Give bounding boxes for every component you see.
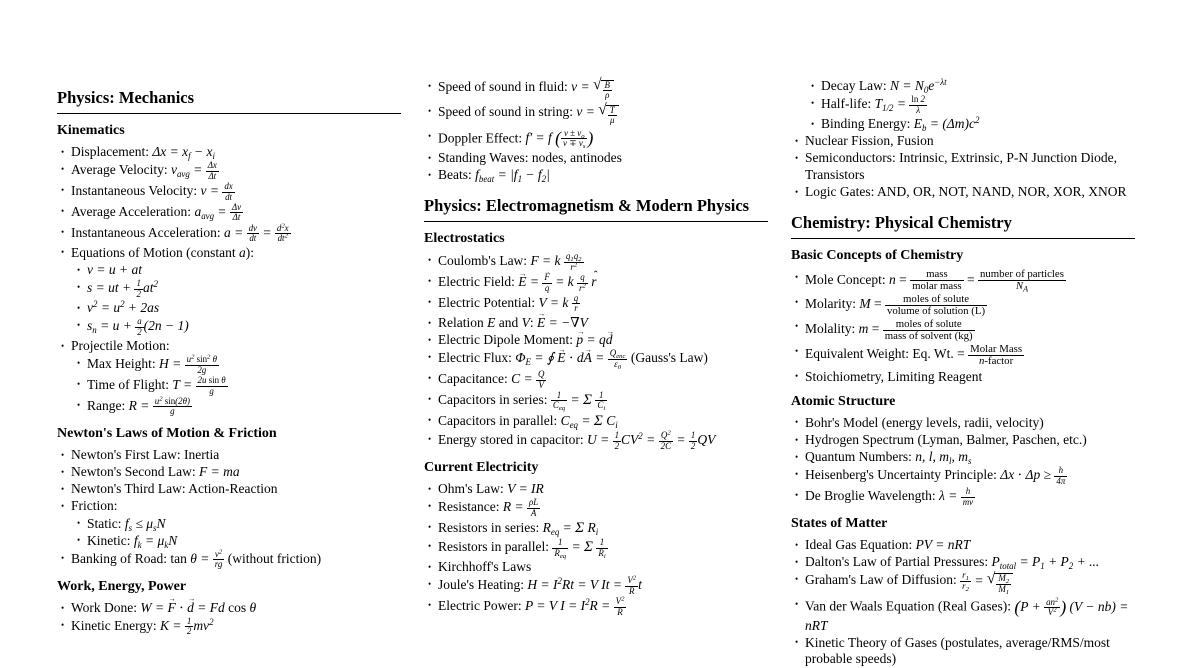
formula-item xyxy=(57,516,401,532)
formula-text: Newton's First Law: Inertia xyxy=(71,446,220,462)
formula-text: Average Velocity: $v_{avg}$ = $\frac{\Delta x}{\Delta t}$ xyxy=(71,160,217,181)
formula-text: Molarity: M = moles of solute volume of solution (L) xyxy=(805,292,986,318)
formula-item xyxy=(424,391,768,411)
formula-text: Capacitance: C = $\frac{Q}{V}$ xyxy=(438,369,545,390)
formula-item xyxy=(57,262,401,278)
bullet-icon: • xyxy=(795,153,799,164)
bullet-icon: • xyxy=(795,468,799,479)
bullet-icon: • xyxy=(811,97,815,108)
bullet-icon: • xyxy=(77,378,81,389)
bullet-icon: • xyxy=(428,433,432,444)
formula-text: Mole Concept: n = mass molar mass = number of particles $N_A$ xyxy=(805,268,1064,295)
formula-text: Electric Power: P = V $I = I^2R$ = $\frac{V^2}{R}$ xyxy=(438,595,625,617)
bullet-icon: • xyxy=(428,317,432,328)
formula-item xyxy=(424,498,768,518)
bullet-icon: • xyxy=(811,118,815,129)
bullet-icon: • xyxy=(795,135,799,146)
column-2 xyxy=(424,0,768,668)
bullet-icon: • xyxy=(795,417,799,428)
subsection-heading: States of Matter xyxy=(791,516,888,531)
bullet-icon: • xyxy=(795,489,799,500)
formula-item xyxy=(791,415,1135,431)
formula-text: Speed of sound in string: v = √ $\frac{T}{\mu}$ xyxy=(438,104,619,119)
subsection-heading: Basic Concepts of Chemistry xyxy=(791,248,964,263)
formula-item xyxy=(791,95,1135,115)
bullet-icon: • xyxy=(77,357,81,368)
formula-item xyxy=(791,432,1135,448)
bullet-icon: • xyxy=(77,535,81,546)
formula-item xyxy=(57,317,401,337)
formula-text: Half-life: $T_{1/2}$ = $\frac{\ln 2}{\lambda}$ xyxy=(821,94,926,115)
bullet-icon: • xyxy=(428,275,432,286)
bullet-icon: • xyxy=(61,247,65,258)
formula-item xyxy=(57,338,401,354)
formula-text: s = ut + $\frac{1}{2}$ $at^2$ xyxy=(87,278,158,299)
bullet-icon: • xyxy=(61,501,65,512)
formula-item xyxy=(424,519,768,537)
subsection-heading: Kinematics xyxy=(57,123,125,138)
formula-text: Work Done: W = F → ⋅ d → = Fd cos θ xyxy=(71,600,256,615)
formula-text: Capacitors in series: 1 $C_{eq}$ = Σ $\frac{1}{C_i}$ xyxy=(438,390,606,413)
formula-item xyxy=(57,617,401,637)
formula-item xyxy=(791,466,1135,486)
section-title: Physics: Mechanics xyxy=(57,88,401,114)
formula-text: Bohr's Model (energy levels, radii, velocity) xyxy=(805,414,1044,430)
bullet-icon: • xyxy=(795,599,799,610)
formula-text: Kinetic: $f_k = \mu_kN$ xyxy=(87,532,178,550)
formula-item xyxy=(424,128,768,149)
bullet-icon: • xyxy=(77,264,81,275)
bullet-icon: • xyxy=(61,619,65,630)
bullet-icon: • xyxy=(61,552,65,563)
formula-item xyxy=(57,498,401,514)
bullet-icon: • xyxy=(428,393,432,404)
formula-text: Beats: $f_{beat} = |f_1 - f_2|$ xyxy=(438,167,550,184)
bullet-icon: • xyxy=(795,271,799,282)
bullet-icon: • xyxy=(61,205,65,216)
formula-item xyxy=(57,397,401,417)
formula-list xyxy=(791,415,1135,507)
formula-text: Newton's Third Law: Action-Reaction xyxy=(71,481,278,497)
section-title: Chemistry: Physical Chemistry xyxy=(791,213,1135,239)
bullet-icon: • xyxy=(795,556,799,567)
formula-text: Standing Waves: nodes, antinodes xyxy=(438,149,622,165)
formula-item xyxy=(57,203,401,223)
formula-text: Logic Gates: AND, OR, NOT, NAND, NOR, XOR, XNOR xyxy=(805,183,1127,199)
bullet-icon: • xyxy=(61,226,65,237)
bullet-icon: • xyxy=(795,637,799,648)
formula-item xyxy=(791,487,1135,507)
formula-item xyxy=(791,150,1135,182)
formula-item xyxy=(57,279,401,299)
bullet-icon: • xyxy=(61,449,65,460)
formula-list xyxy=(57,447,401,570)
formula-text: Time of Flight: T = $\frac{\text{2u sin θ}}{g}$ xyxy=(87,375,226,396)
formula-text: Ohm's Law: V = IR xyxy=(438,480,544,496)
formula-item xyxy=(424,431,768,451)
bullet-icon: • xyxy=(61,146,65,157)
formula-item xyxy=(791,537,1135,553)
bullet-icon: • xyxy=(428,521,432,532)
formula-item xyxy=(424,559,768,575)
formula-item xyxy=(57,300,401,316)
formula-text: Resistors in series: $R_{eq} = \Sigma$ $R_i$ xyxy=(438,520,599,537)
bullet-icon: • xyxy=(428,540,432,551)
formula-text: Max Height: H = $\frac{u^2 \sin^2 \theta}{2g}$ xyxy=(87,353,217,375)
formula-item xyxy=(424,150,768,166)
formula-text: Graham's Law of Diffusion: $\frac{r_1}{r_2}$ = √ $\frac{M_2}{M_1}$ xyxy=(805,573,1013,588)
subsection-heading: Electrostatics xyxy=(424,231,505,247)
formula-text: Dalton's Law of Partial Pressures: $P_{total} = P_1 + P_2$ + ... xyxy=(805,554,1100,572)
bullet-icon: • xyxy=(428,414,432,425)
formula-item xyxy=(791,554,1135,570)
bullet-icon: • xyxy=(795,539,799,550)
formula-text: Resistance: R = $\frac{\rho L}{A}$ xyxy=(438,497,539,518)
bullet-icon: • xyxy=(795,451,799,462)
formula-list xyxy=(424,252,768,451)
formula-text: Instantaneous Velocity: v = $\frac{dx}{dt}$ xyxy=(71,181,233,202)
formula-item xyxy=(424,332,768,348)
bullet-icon: • xyxy=(61,602,65,613)
formula-text: Binding Energy: $E_b = (\Delta m)c^2$ xyxy=(821,115,980,133)
formula-item xyxy=(791,596,1135,633)
formula-text: Kirchhoff's Laws xyxy=(438,559,532,575)
formula-text: Banking of Road: tan θ = $\frac{v^2}{rg}$ (without friction) xyxy=(71,548,322,570)
bullet-icon: • xyxy=(795,321,799,332)
formula-text: Decay Law: $N = N_0e^{-\lambda t}$ xyxy=(821,77,947,95)
formula-text: Electric Flux: $\Phi_E$ = ∮ E → ⋅ dA → = $Q_{enc}$ $\varepsilon_0$ (Gauss's Law) xyxy=(438,350,708,365)
formula-text: Equations of Motion (constant a): xyxy=(71,244,254,260)
bullet-icon: • xyxy=(61,340,65,351)
bullet-icon: • xyxy=(77,518,81,529)
formula-text: Joule's Heating: $H = I^2Rt = V$ It = $\frac{V^2}{R}$ t xyxy=(438,574,642,596)
formula-list xyxy=(424,481,768,617)
formula-item xyxy=(791,344,1135,368)
formula-text: Nuclear Fission, Fusion xyxy=(805,133,934,149)
formula-text: Electric Dipole Moment: p → = qd → xyxy=(438,332,612,347)
formula-item xyxy=(791,133,1135,149)
formula-item xyxy=(791,116,1135,132)
subsection-heading: Atomic Structure xyxy=(791,393,896,409)
formula-item xyxy=(424,481,768,497)
formula-text: Average Acceleration: $a_{avg}$ = $\frac{\Delta v}{\Delta t}$ xyxy=(71,201,242,223)
formula-item xyxy=(424,597,768,617)
bullet-icon: • xyxy=(795,371,799,382)
bullet-icon: • xyxy=(61,184,65,195)
formula-text: Displacement: $\Delta x = x_f - x_i$ xyxy=(71,144,215,161)
bullet-icon: • xyxy=(428,351,432,362)
formula-text: Kinetic Energy: K = $\frac{1}{2}$ $mv^2$ xyxy=(71,616,214,637)
bullet-icon: • xyxy=(428,483,432,494)
bullet-icon: • xyxy=(795,434,799,445)
formula-item xyxy=(57,533,401,549)
formula-text: Relation E and V: E → = −∇V xyxy=(438,315,588,330)
formula-text: Coulomb's Law: F = k $\frac{q_1q_2}{r^2}$ xyxy=(438,251,582,272)
formula-text: Kinetic Theory of Gases (postulates, average/RMS/most probable speeds) xyxy=(805,634,1110,666)
bullet-icon: • xyxy=(795,296,799,307)
formula-item xyxy=(57,376,401,396)
bullet-icon: • xyxy=(428,334,432,345)
subsection-heading: Newton's Laws of Motion & Friction xyxy=(57,425,277,441)
bullet-icon: • xyxy=(77,399,81,410)
bullet-icon: • xyxy=(428,130,432,141)
bullet-icon: • xyxy=(428,372,432,383)
formula-item xyxy=(424,315,768,331)
formula-list xyxy=(57,600,401,637)
formula-item xyxy=(57,464,401,480)
bullet-icon: • xyxy=(61,466,65,477)
formula-text: Stoichiometry, Limiting Reagent xyxy=(805,368,983,384)
formula-text: Heisenberg's Uncertainty Principle: Δx ⋅ Δp ≥ $\frac{h}{4\pi}$ xyxy=(805,465,1066,486)
bullet-icon: • xyxy=(795,574,799,585)
bullet-icon: • xyxy=(428,105,432,116)
formula-list xyxy=(57,144,401,417)
formula-text: $s_n = u$ + $\frac{a}{2}$ (2n − 1) xyxy=(87,316,189,337)
formula-text: Energy stored in capacitor: U = $\frac{1}{2}$ $CV^2$ = $\frac{Q^2}{2C}$ = $\frac{1}{2}$ QV xyxy=(438,429,716,451)
bullet-icon: • xyxy=(428,500,432,511)
bullet-icon: • xyxy=(77,281,81,292)
formula-text: Static: $f_s \le \mu_sN$ xyxy=(87,515,166,533)
formula-text: Newton's Second Law: F = ma xyxy=(71,464,240,479)
bullet-icon: • xyxy=(428,599,432,610)
formula-item xyxy=(57,161,401,181)
formula-item xyxy=(57,245,401,261)
formula-item xyxy=(424,252,768,272)
formula-list xyxy=(791,537,1135,667)
bullet-icon: • xyxy=(61,483,65,494)
formula-item xyxy=(57,182,401,202)
formula-text: Doppler Effect: f′ = f ( $\frac{v \pm v_o}{v \mp v_s}$ ) xyxy=(438,127,594,151)
formula-text: Semiconductors: Intrinsic, Extrinsic, P-N Junction Diode, Transistors xyxy=(805,150,1117,182)
formula-item xyxy=(57,144,401,160)
formula-item xyxy=(424,294,768,314)
section-title: Physics: Electromagnetism & Modern Physics xyxy=(424,196,768,222)
formula-item xyxy=(424,370,768,390)
bullet-icon: • xyxy=(811,80,815,91)
bullet-icon: • xyxy=(428,254,432,265)
formula-item xyxy=(57,481,401,497)
column-3 xyxy=(791,0,1135,668)
formula-text: Electric Field: E → = $\frac{F \to}{q}$ = k $\frac{q}{r^2}$ r ˆ xyxy=(438,274,597,289)
formula-item xyxy=(57,550,401,570)
formula-text: Equivalent Weight: Eq. Wt. = Molar Mass n-factor xyxy=(805,342,1023,368)
formula-text: Projectile Motion: xyxy=(71,338,170,353)
subsection-heading: Work, Energy, Power xyxy=(57,578,187,594)
formula-list xyxy=(424,78,768,183)
bullet-icon: • xyxy=(428,296,432,307)
formula-item xyxy=(791,369,1135,385)
bullet-icon: • xyxy=(428,80,432,91)
bullet-icon: • xyxy=(428,152,432,163)
formula-item xyxy=(424,103,768,127)
formula-item xyxy=(791,319,1135,343)
formula-item xyxy=(791,294,1135,318)
formula-text: Instantaneous Acceleration: a = $\frac{dv}{dt}$ = $\frac{d^2x}{dt^2}$ xyxy=(71,222,289,244)
formula-item xyxy=(57,355,401,375)
formula-item xyxy=(791,184,1135,200)
formula-item xyxy=(424,349,768,369)
formula-item xyxy=(791,449,1135,465)
formula-item xyxy=(791,78,1135,94)
formula-text: Speed of sound in fluid: v = √ $\frac{B}{\rho}$ xyxy=(438,79,614,94)
formula-item xyxy=(424,576,768,596)
bullet-icon: • xyxy=(795,346,799,357)
formula-text: Range: R = $\frac{u^2 \sin(2\theta)}{g}$ xyxy=(87,395,190,417)
formula-item xyxy=(791,571,1135,595)
formula-item xyxy=(424,538,768,558)
formula-text: Ideal Gas Equation: PV = nRT xyxy=(805,537,971,552)
formula-text: v = u + at xyxy=(87,261,142,277)
column-1 xyxy=(57,0,401,668)
bullet-icon: • xyxy=(61,163,65,174)
formula-item xyxy=(424,273,768,293)
formula-text: Resistors in parallel: 1 $R_{eq}$ = Σ $\frac{1}{R_i}$ xyxy=(438,537,606,560)
formula-text: Electric Potential: V = k $\frac{q}{r}$ xyxy=(438,293,579,314)
bullet-icon: • xyxy=(77,302,81,313)
bullet-icon: • xyxy=(428,578,432,589)
formula-item xyxy=(424,412,768,430)
formula-text: Quantum Numbers: n, l, $m_l$, $m_s$ xyxy=(805,449,972,466)
formula-text: Molality: m = moles of solute mass of solvent (kg) xyxy=(805,317,973,343)
formula-item xyxy=(791,269,1135,293)
formula-text: $v^2 = u^2 + 2as$ xyxy=(87,299,160,315)
bullet-icon: • xyxy=(428,169,432,180)
formula-text: Van der Waals Equation (Real Gases): (P + $\frac{an^2}{V^2}$ ) (V − nb) = nRT xyxy=(805,595,1129,633)
formula-text: Hydrogen Spectrum (Lyman, Balmer, Paschen, etc.) xyxy=(805,431,1087,447)
formula-text: De Broglie Wavelength: λ = $\frac{h}{mv}$ xyxy=(805,486,974,507)
formula-item xyxy=(791,635,1135,667)
formula-text: Capacitors in parallel: $C_{eq} = \Sigma$ $C_i$ xyxy=(438,412,618,430)
subsection-heading: Current Electricity xyxy=(424,459,539,475)
formula-text: Friction: xyxy=(71,498,118,514)
bullet-icon: • xyxy=(428,561,432,572)
bullet-icon: • xyxy=(795,186,799,197)
formula-list xyxy=(791,269,1135,385)
bullet-icon: • xyxy=(77,319,81,330)
formula-item xyxy=(57,447,401,463)
formula-item xyxy=(57,600,401,616)
formula-item xyxy=(57,224,401,244)
formula-item xyxy=(424,78,768,102)
formula-item xyxy=(424,167,768,183)
formula-list xyxy=(791,78,1135,200)
